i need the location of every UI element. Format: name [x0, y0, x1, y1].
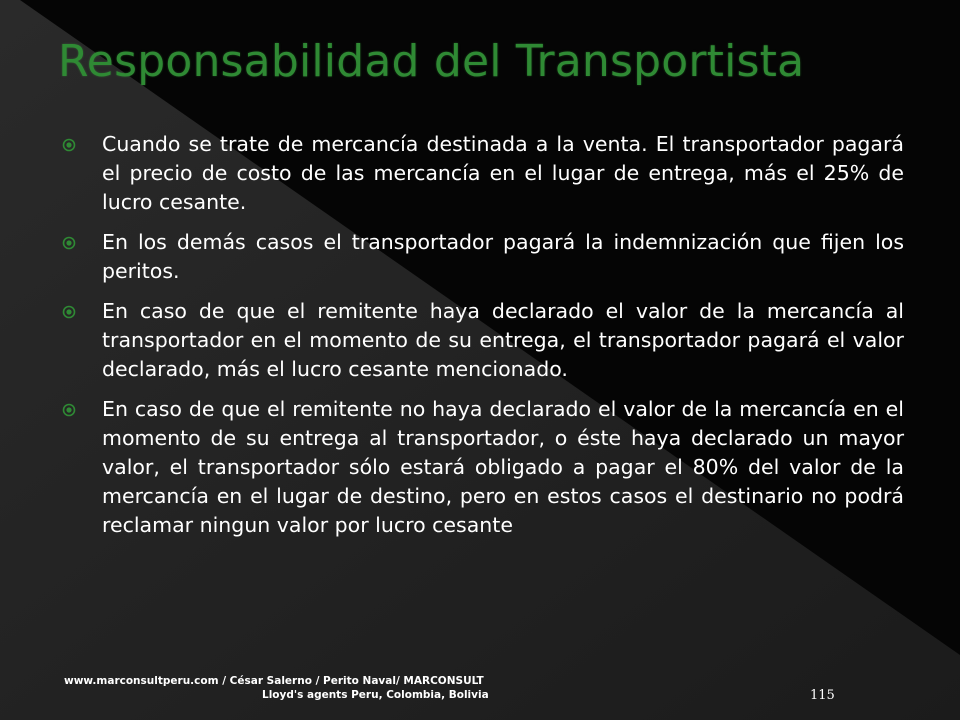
bullet-text: En caso de que el remitente no haya declarado el valor de la mercancía en el momento de su entrega al transportador, o éste haya declarado un mayor valor, el transportador sólo estará obligado a pagar el 80% del valor de la mercancía en el lugar de destino, pero en estos casos el destinario no podrá reclamar ningun valor por lucro cesante: [102, 397, 904, 537]
slide-title: Responsabilidad del Transportista: [58, 36, 805, 87]
bullet-text: Cuando se trate de mercancía destinada a la venta. El transportador pagará el precio de costo de las mercancía en el lugar de entrega, más el 25% de lucro cesante.: [102, 132, 904, 214]
bullet-list: [62, 130, 904, 551]
footer-line-1: www.marconsultperu.com / César Salerno / Perito Naval/ MARCONSULT: [64, 675, 484, 687]
circle-dot-icon: [62, 395, 102, 424]
page-number: 115: [810, 688, 835, 703]
circle-dot-icon: [62, 297, 102, 326]
footer-line-2: Lloyd's agents Peru, Colombia, Bolivia: [262, 689, 489, 701]
footer-credit: [64, 674, 500, 702]
circle-dot-icon: [62, 130, 102, 159]
bullet-item-3: [62, 297, 904, 384]
bullet-item-2: [62, 228, 904, 286]
circle-dot-icon: [62, 228, 102, 257]
bullet-item-1: [62, 130, 904, 217]
bullet-text: En los demás casos el transportador pagará la indemnización que fijen los peritos.: [102, 230, 904, 283]
bullet-item-4: [62, 395, 904, 540]
bullet-text: En caso de que el remitente haya declarado el valor de la mercancía al transportador en el momento de su entrega, el transportador pagará el valor declarado, más el lucro cesante mencionado.: [102, 299, 904, 381]
